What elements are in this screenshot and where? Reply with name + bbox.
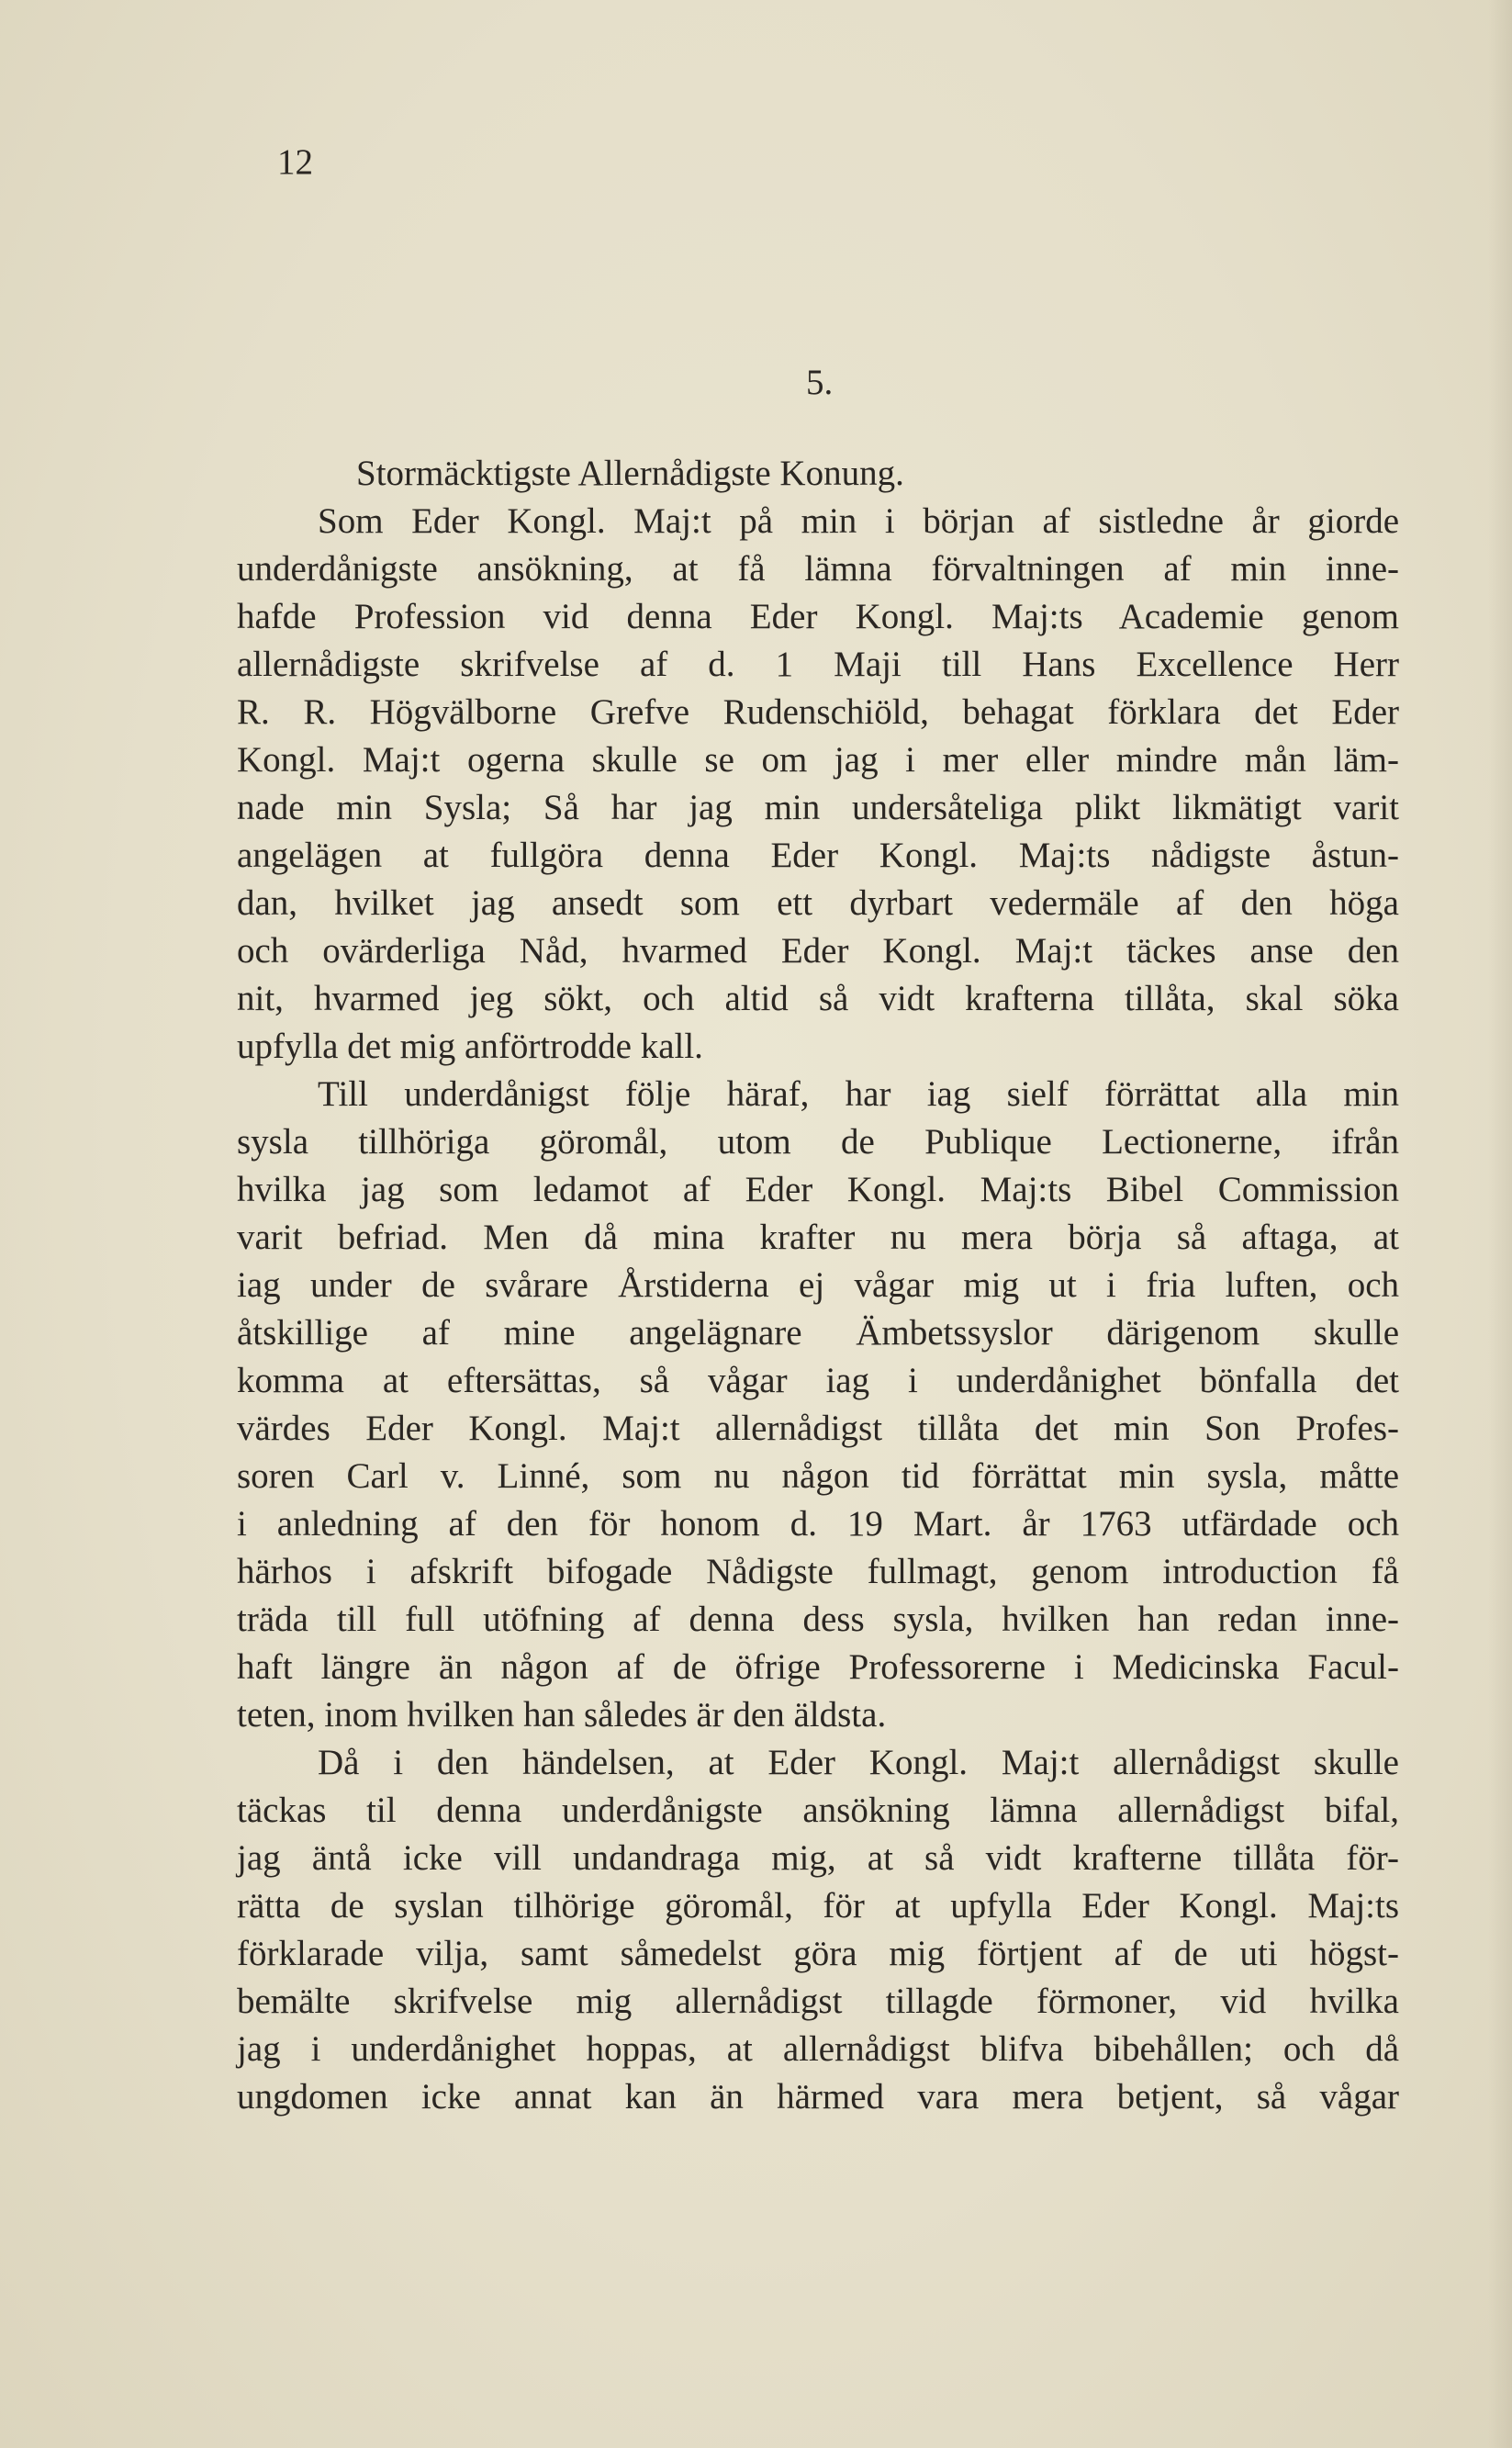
salutation: Stormäcktigste Allernådigste Konung. bbox=[356, 454, 904, 493]
text-line: sysla tillhöriga göromål, utom de Publique Lectionerne, ifrån bbox=[237, 1122, 1399, 1162]
page-edge-shadow bbox=[1488, 0, 1512, 2448]
text-line: Då i den händelsen, at Eder Kongl. Maj:t allernådigst skulle bbox=[318, 1743, 1399, 1782]
text-line: angelägen at fullgöra denna Eder Kongl. Maj:ts nådigste åstun- bbox=[237, 836, 1399, 875]
text-line: iag under de svårare Årstiderna ej vågar mig ut i fria luften, och bbox=[237, 1265, 1399, 1305]
text-line: träda till full utöfning af denna dess sysla, hvilken han redan inne- bbox=[237, 1600, 1399, 1639]
text-line: Som Eder Kongl. Maj:t på min i början af sistledne år giorde bbox=[318, 501, 1399, 541]
text-line: bemälte skrifvelse mig allernådigst tillagde förmoner, vid hvilka bbox=[237, 1982, 1399, 2021]
text-line: värdes Eder Kongl. Maj:t allernådigst tillåta det min Son Profes- bbox=[237, 1409, 1399, 1448]
text-line: täckas til denna underdånigste ansökning lämna allernådigst bifal, bbox=[237, 1791, 1399, 1830]
letter-body bbox=[237, 450, 1399, 2121]
text-line: komma at eftersättas, så vågar iag i underdånighet bönfalla det bbox=[237, 1361, 1399, 1400]
text-line: förklarade vilja, samt såmedelst göra mig förtjent af de uti högst- bbox=[237, 1934, 1399, 1973]
text-line: teten, inom hvilken han således är den äldsta. bbox=[237, 1695, 887, 1735]
text-line: och ovärderliga Nåd, hvarmed Eder Kongl. Maj:t täckes anse den bbox=[237, 931, 1399, 971]
text-line: varit befriad. Men då mina krafter nu mera börja så aftaga, at bbox=[237, 1218, 1399, 1257]
text-line: soren Carl v. Linné, som nu någon tid förrättat min sysla, måtte bbox=[237, 1456, 1399, 1496]
text-line: Kongl. Maj:t ogerna skulle se om jag i mer eller mindre mån läm- bbox=[237, 740, 1399, 780]
text-line: ungdomen icke annat kan än härmed vara mera betjent, så vågar bbox=[237, 2077, 1399, 2117]
text-line: upfylla det mig anförtrodde kall. bbox=[237, 1027, 703, 1066]
text-line: härhos i afskrift bifogade Nådigste fullmagt, genom introduction få bbox=[237, 1552, 1399, 1591]
text-line: åtskillige af mine angelägnare Ämbetssyslor därigenom skulle bbox=[237, 1313, 1399, 1353]
text-line: hafde Profession vid denna Eder Kongl. Maj:ts Academie genom bbox=[237, 597, 1399, 636]
text-line: jag i underdånighet hoppas, at allernådigst blifva bibehållen; och då bbox=[237, 2029, 1399, 2069]
section-number: 5. bbox=[806, 363, 834, 402]
text-line: rätta de syslan tilhörige göromål, för at upfylla Eder Kongl. Maj:ts bbox=[237, 1886, 1399, 1926]
page-number: 12 bbox=[277, 142, 313, 182]
text-line: nit, hvarmed jeg sökt, och altid så vidt krafterna tillåta, skal söka bbox=[237, 979, 1399, 1018]
text-line: allernådigste skrifvelse af d. 1 Maji till Hans Excellence Herr bbox=[237, 645, 1399, 684]
text-line: i anledning af den för honom d. 19 Mart. år 1763 utfärdade och bbox=[237, 1504, 1399, 1544]
text-line: nade min Sysla; Så har jag min undersåteliga plikt likmätigt varit bbox=[237, 788, 1399, 827]
text-line: haft längre än någon af de öfrige Professorerne i Medicinska Facul- bbox=[237, 1647, 1399, 1687]
text-line: underdånigste ansökning, at få lämna förvaltningen af min inne- bbox=[237, 549, 1399, 589]
text-line: jag äntå icke vill undandraga mig, at så vidt krafterne tillåta för- bbox=[237, 1838, 1399, 1878]
text-line: hvilka jag som ledamot af Eder Kongl. Maj:ts Bibel Commission bbox=[237, 1170, 1399, 1209]
text-line: dan, hvilket jag ansedt som ett dyrbart vedermäle af den höga bbox=[237, 883, 1399, 923]
text-line: Till underdånigst följe häraf, har iag sielf förrättat alla min bbox=[318, 1074, 1399, 1114]
text-line: R. R. Högvälborne Grefve Rudenschiöld, behagat förklara det Eder bbox=[237, 692, 1399, 732]
